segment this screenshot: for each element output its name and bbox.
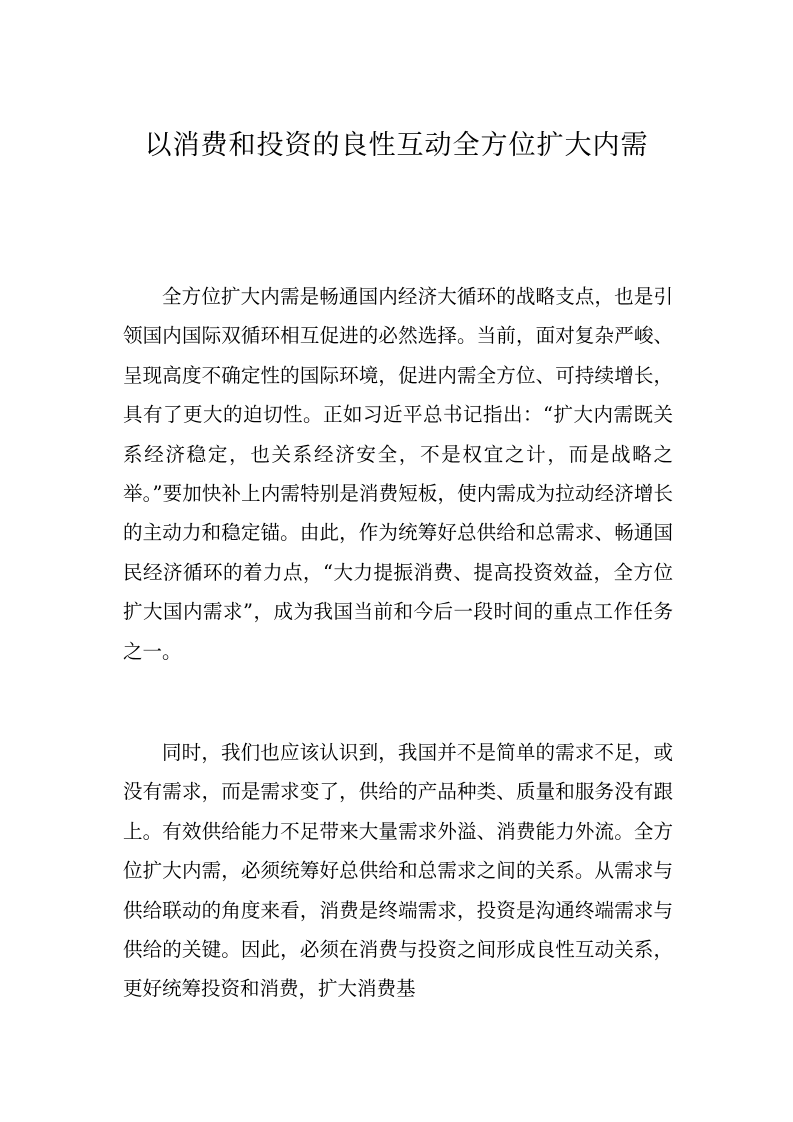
body-paragraph-1: 全方位扩大内需是畅通国内经济大循环的战略支点，也是引领国内国际双循环相互促进的必然选择。当前，面对复杂严峻、呈现高度不确定性的国际环境，促进内需全方位、可持续增长，具有了更大的迫切性。正如习近平总书记指出：“扩大内需既关系经济稳定，也关系经济安全，不是权宜之计，而是战略之举。”要加快补上内需特别是消费短板，使内需成为拉动经济增长的主动力和稳定锚。由此，作为统筹好总供给和总需求、畅通国民经济循环的着力点，“大力提振消费、提高投资效益，全方位扩大国内需求”，成为我国当前和今后一段时间的重点工作任务之一。 bbox=[123, 285, 673, 663]
body-paragraph-2: 同时，我们也应该认识到，我国并不是简单的需求不足，或没有需求，而是需求变了，供给的产品种类、质量和服务没有跟上。有效供给能力不足带来大量需求外溢、消费能力外流。全方位扩大内需，必须统筹好总供给和总需求之间的关系。从需求与供给联动的角度来看，消费是终端需求，投资是沟通终端需求与供给的关键。因此，必须在消费与投资之间形成良性互动关系，更好统筹投资和消费，扩大消费基 bbox=[123, 741, 673, 1001]
document-title: 以消费和投资的良性互动全方位扩大内需 bbox=[144, 130, 649, 161]
